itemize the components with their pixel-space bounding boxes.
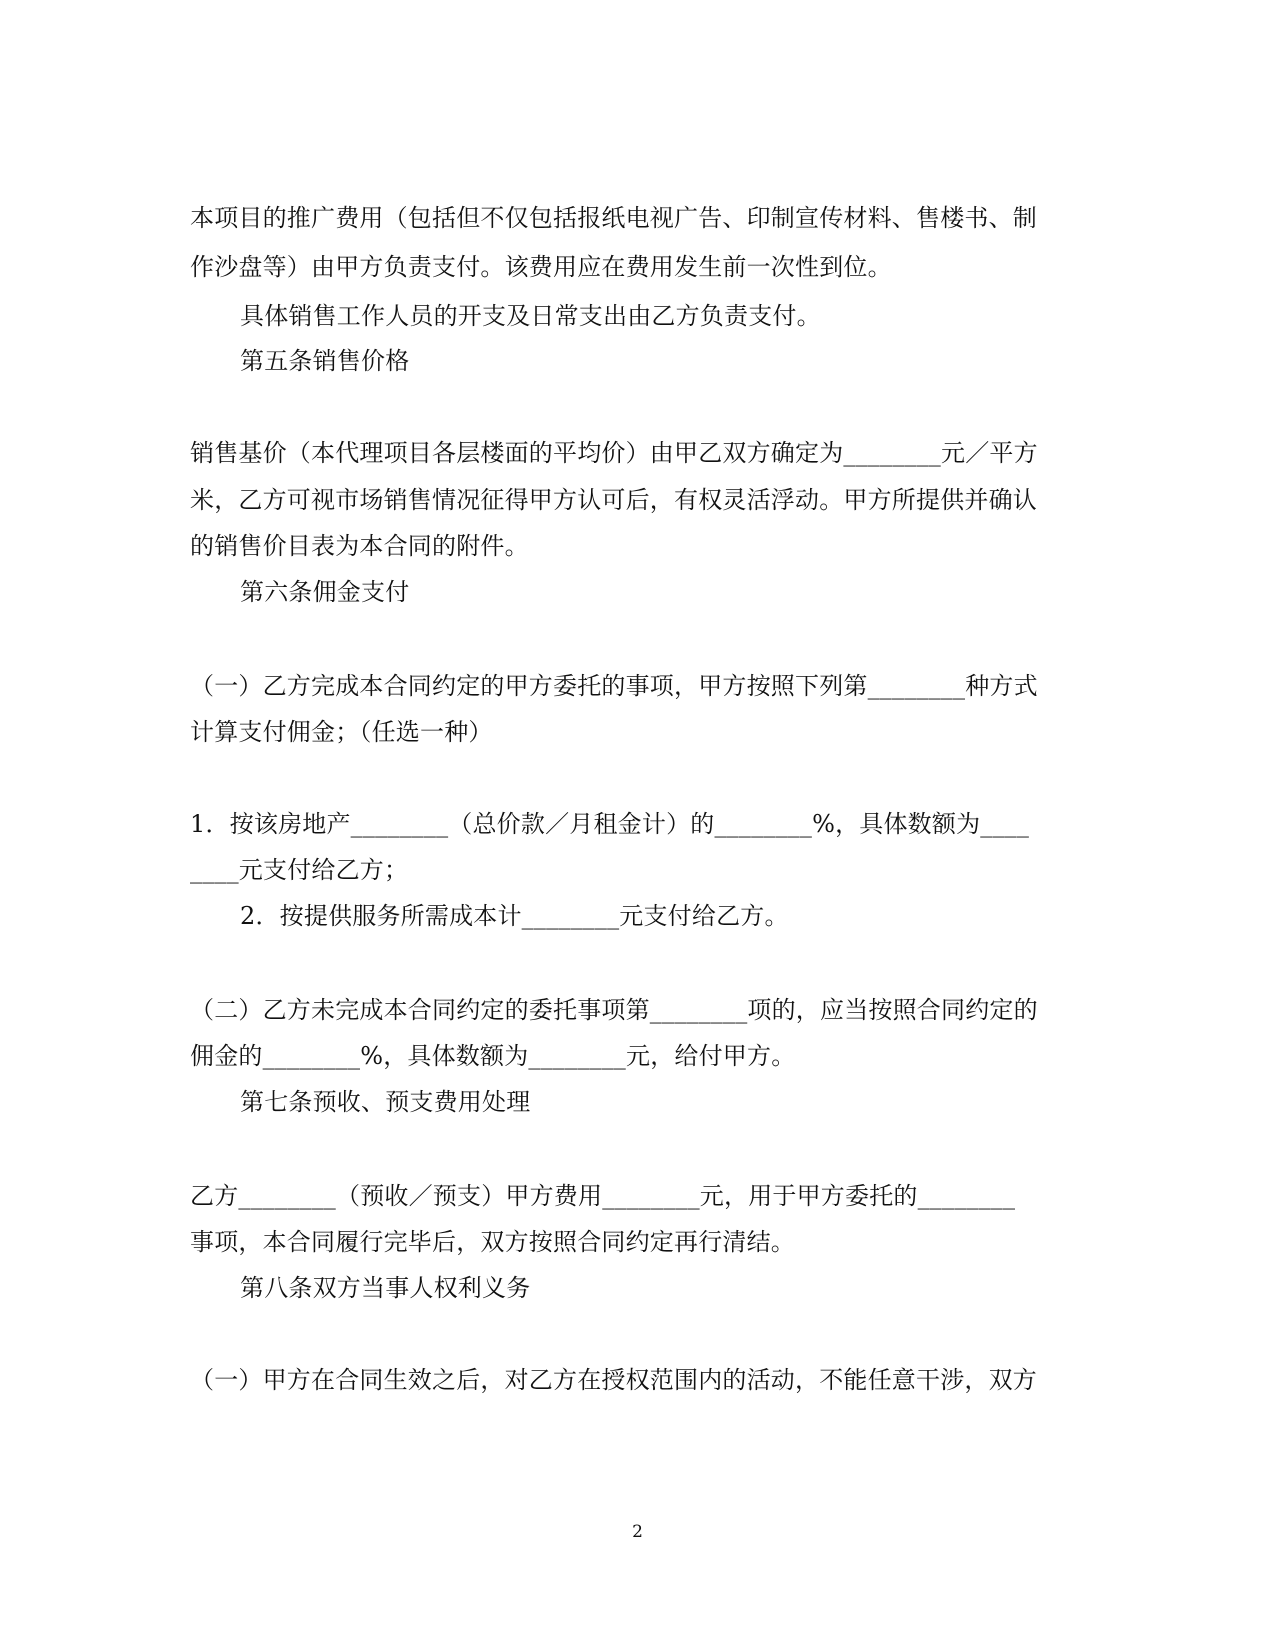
paragraph-line-advance-fee-1: 乙方________（预收／预支）甲方费用________元，用于甲方委托的________	[190, 1182, 1016, 1210]
paragraph-line-advance-fee-2: 事项，本合同履行完毕后，双方按照合同约定再行清结。	[190, 1228, 795, 1256]
section-heading-article-8: 第八条双方当事人权利义务	[240, 1274, 531, 1302]
paragraph-line-option-2: 2．按提供服务所需成本计________元支付给乙方。	[240, 902, 789, 930]
section-heading-article-5: 第五条销售价格	[240, 347, 410, 375]
paragraph-line-option-1a: 1．按该房地产________（总价款／月租金计）的________%，具体数额为____	[190, 810, 1030, 838]
paragraph-line-base-price-2: 米，乙方可视市场销售情况征得甲方认可后，有权灵活浮动。甲方所提供并确认	[190, 486, 1037, 514]
section-heading-article-7: 第七条预收、预支费用处理	[240, 1088, 531, 1116]
paragraph-line-incomplete-1: （二）乙方未完成本合同约定的委托事项第________项的，应当按照合同约定的	[190, 996, 1038, 1024]
paragraph-line-promotion-cost-2: 作沙盘等）由甲方负责支付。该费用应在费用发生前一次性到位。	[190, 253, 892, 281]
section-heading-article-6: 第六条佣金支付	[240, 578, 410, 606]
paragraph-line-base-price-3: 的销售价目表为本合同的附件。	[190, 532, 529, 560]
page-number: 2	[632, 1522, 643, 1542]
paragraph-line-staff-expenses: 具体销售工作人员的开支及日常支出由乙方负责支付。	[240, 302, 821, 330]
paragraph-line-commission-1: （一）乙方完成本合同约定的甲方委托的事项，甲方按照下列第________种方式	[190, 672, 1038, 700]
paragraph-line-option-1b: ____元支付给乙方；	[190, 856, 409, 884]
paragraph-line-promotion-cost-1: 本项目的推广费用（包括但不仅包括报纸电视广告、印制宣传材料、售楼书、制	[190, 204, 1037, 232]
paragraph-line-incomplete-2: 佣金的________%，具体数额为________元，给付甲方。	[190, 1042, 796, 1070]
paragraph-line-rights-1: （一）甲方在合同生效之后，对乙方在授权范围内的活动，不能任意干涉，双方	[190, 1366, 1037, 1394]
paragraph-line-base-price-1: 销售基价（本代理项目各层楼面的平均价）由甲乙双方确定为________元／平方	[190, 439, 1038, 467]
paragraph-line-commission-2: 计算支付佣金；（任选一种）	[190, 718, 493, 746]
